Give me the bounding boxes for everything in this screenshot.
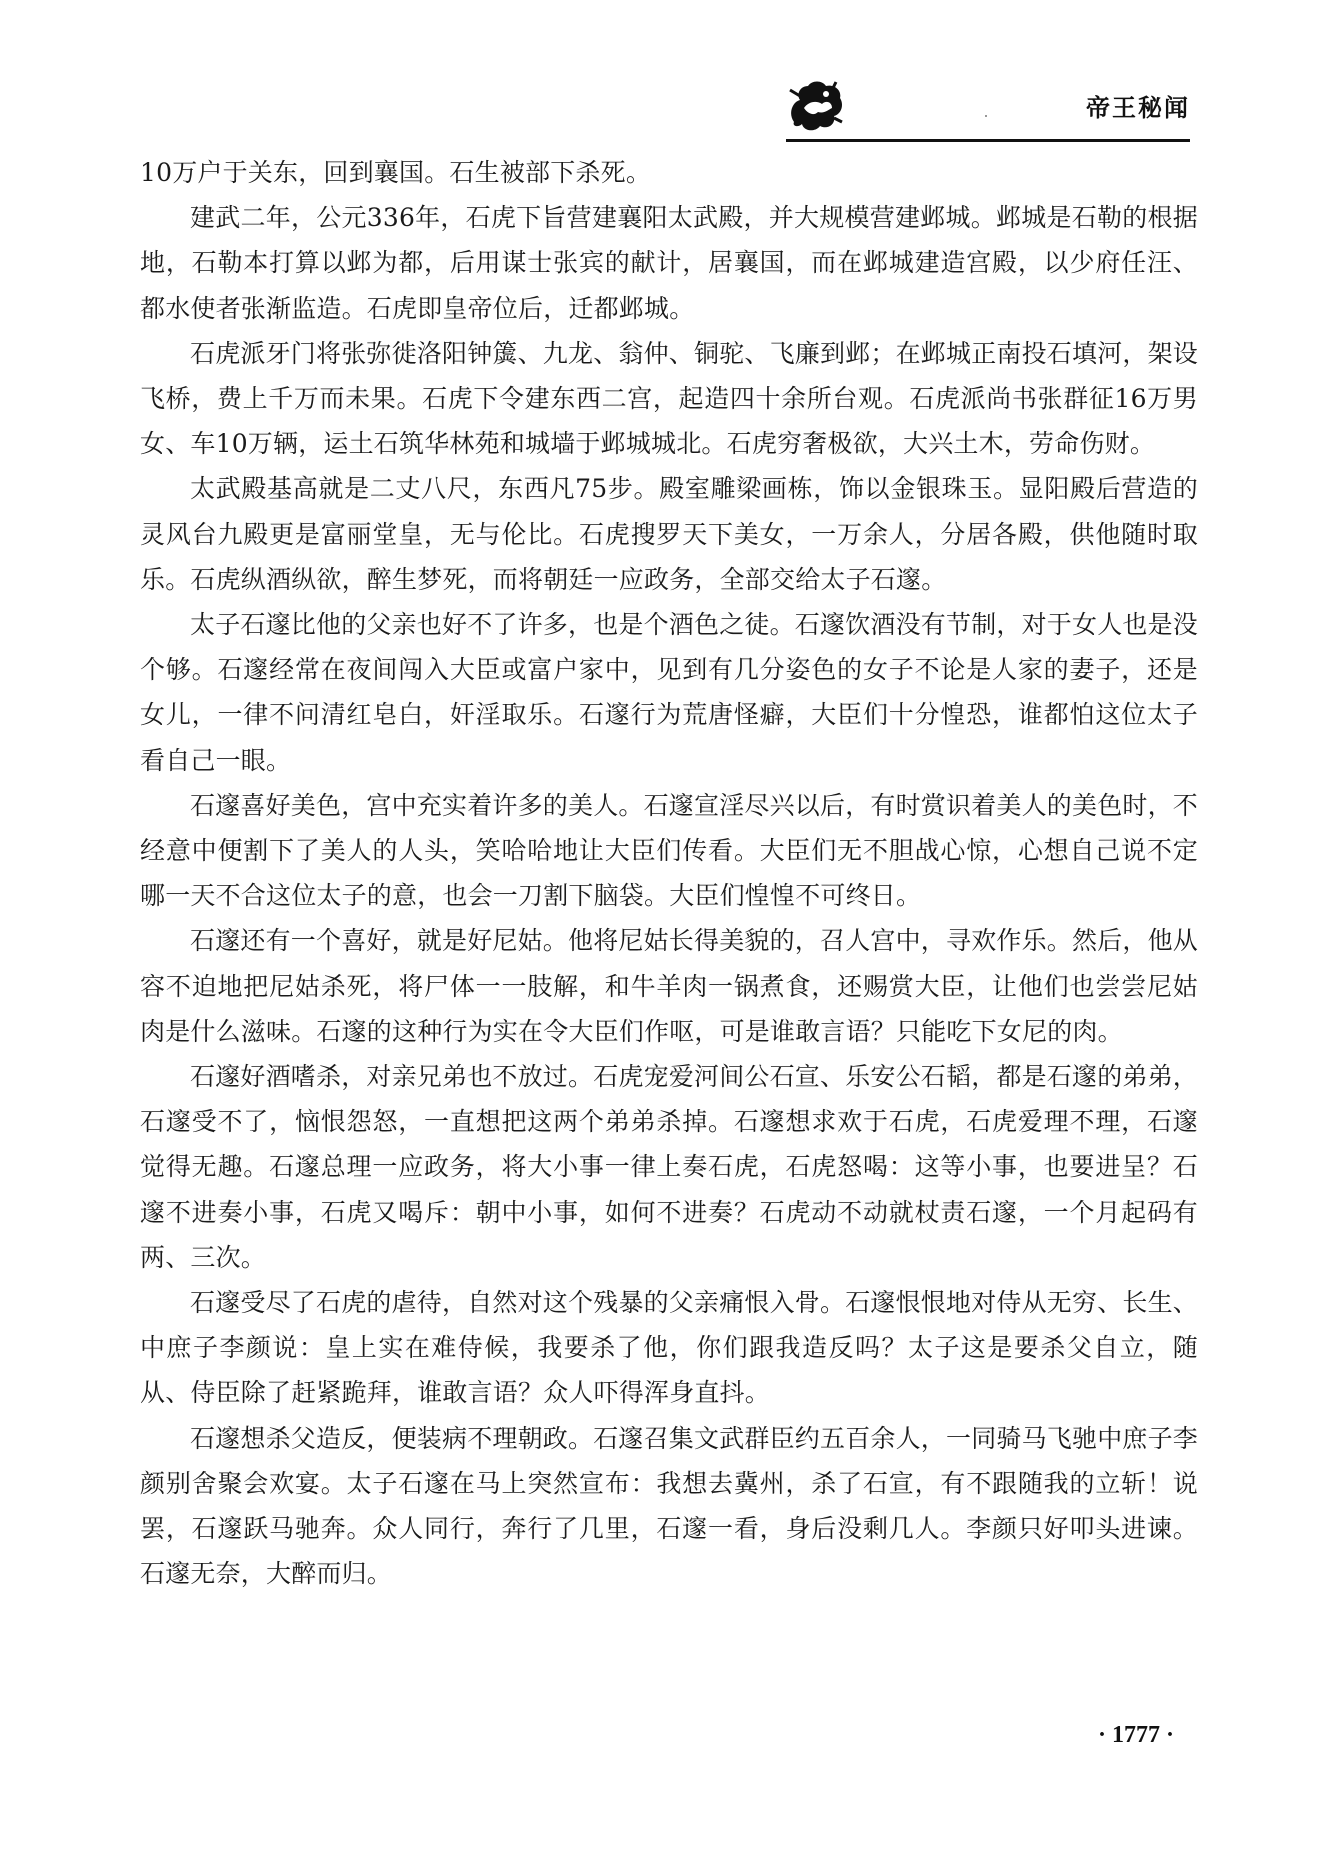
paragraph: 10万户于关东，回到襄国。石生被部下杀死。 <box>140 158 652 187</box>
dragon-icon <box>786 78 846 132</box>
paragraph: 石虎派牙门将张弥徙洛阳钟簴、九龙、翁仲、铜驼、飞廉到邺；在邺城正南投石填河，架设飞桥，费上千万而未果。石虎下令建东西二宫，起造四十余所台观。石虎派尚书张群征16万男女、车10万辆，运土石筑华林苑和城墙于邺城城北。石虎穷奢极欲，大兴土木，劳命伤财。 <box>140 338 1199 459</box>
paragraph: 石邃还有一个喜好，就是好尼姑。他将尼姑长得美貌的，召人宫中，寻欢作乐。然后，他从容不迫地把尼姑杀死，将尸体一一肢解，和牛羊肉一锅煮食，还赐赏大臣，让他们也尝尝尼姑肉是什么滋味。石邃的这种行为实在令大臣们作呕，可是谁敢言语？只能吃下女尼的肉。 <box>140 926 1199 1046</box>
running-header <box>786 78 1190 138</box>
running-header-title: 帝王秘闻 <box>1086 94 1190 122</box>
paragraph: 石邃喜好美色，宫中充实着许多的美人。石邃宣淫尽兴以后，有时赏识着美人的美色时，不经意中便割下了美人的人头，笑哈哈地让大臣们传看。大臣们无不胆战心惊，心想自己说不定哪一天不合这位太子的意，也会一刀割下脑袋。大臣们惶惶不可终日。 <box>140 790 1199 911</box>
page-number: · 1777 · <box>1097 1722 1174 1748</box>
paragraph: 石邃好酒嗜杀，对亲兄弟也不放过。石虎宠爱河间公石宣、乐安公石韬，都是石邃的弟弟，石邃受不了，恼恨怨怒，一直想把这两个弟弟杀掉。石邃想求欢于石虎，石虎爱理不理，石邃觉得无趣。石邃总理一应政务，将大小事一律上奏石虎，石虎怒喝：这等小事，也要进呈？石邃不进奏小事，石虎又喝斥：朝中小事，如何不进奏？石虎动不动就杖责石邃，一个月起码有两、三次。 <box>140 1062 1199 1272</box>
paragraph: 石邃受尽了石虎的虐待，自然对这个残暴的父亲痛恨入骨。石邃恨恨地对侍从无穷、长生、中庶子李颜说：皇上实在难侍候，我要杀了他，你们跟我造反吗？太子这是要杀父自立，随从、侍臣除了赶紧跪拜，谁敢言语？众人吓得浑身直抖。 <box>140 1288 1199 1408</box>
header-rule <box>786 139 1190 142</box>
paragraph: 建武二年，公元336年，石虎下旨营建襄阳太武殿，并大规模营建邺城。邺城是石勒的根据地，石勒本打算以邺为都，后用谋士张宾的献计，居襄国，而在邺城建造宫殿，以少府任汪、都水使者张渐监造。石虎即皇帝位后，迁都邺城。 <box>140 203 1198 323</box>
paragraph: 石邃想杀父造反，便装病不理朝政。石邃召集文武群臣约五百余人，一同骑马飞驰中庶子李颜别舍聚会欢宴。太子石邃在马上突然宣布：我想去冀州，杀了石宣，有不跟随我的立斩！说罢，石邃跃马驰奔。众人同行，奔行了几里，石邃一看，身后没剩几人。李颜只好叩头进谏。石邃无奈，大醉而归。 <box>140 1423 1199 1589</box>
body-text <box>140 150 1198 1597</box>
paragraph: 太武殿基高就是二丈八尺，东西凡75步。殿室雕梁画栋，饰以金银珠玉。显阳殿后营造的灵风台九殿更是富丽堂皇，无与伦比。石虎搜罗天下美女，一万余人，分居各殿，供他随时取乐。石虎纵酒纵欲，醉生梦死，而将朝廷一应政务，全部交给太子石邃。 <box>140 474 1198 594</box>
header-dot <box>985 115 987 117</box>
paragraph: 太子石邃比他的父亲也好不了许多，也是个酒色之徒。石邃饮酒没有节制，对于女人也是没个够。石邃经常在夜间闯入大臣或富户家中，见到有几分姿色的女子不论是人家的妻子，还是女儿，一律不问清红皂白，奸淫取乐。石邃行为荒唐怪癖，大臣们十分惶恐，谁都怕这位太子看自己一眼。 <box>140 610 1199 775</box>
